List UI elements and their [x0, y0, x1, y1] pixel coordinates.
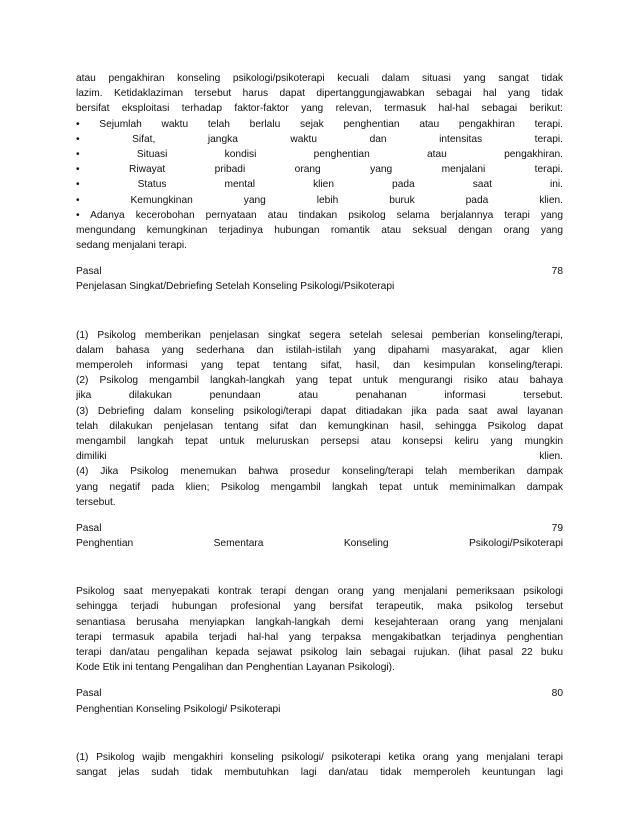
text-line: senantiasa berusaha menyiapkan langkah-langkah demi kesejahteraan orang yang menjalani: [76, 616, 563, 628]
text-line: sehingga terjadi hubungan profesional yang bersifat terapeutik, maka psikolog tersebut: [76, 601, 563, 613]
pasal-label-row: [76, 264, 563, 279]
bullet-item: • Sifat, jangka waktu dan intensitas terapi.: [76, 133, 563, 145]
bullet-item: • Situasi kondisi penghentian atau pengakhiran.: [76, 148, 563, 160]
text-line: tersebut.: [76, 496, 116, 508]
text-line: memperoleh informasi yang tepat tentang sifat, hasil, dan kesimpulan konseling/terapi.: [76, 360, 563, 371]
text-line: telah dilakukan penjelasan tentang sifat dan kemungkinan hasil, sehingga Psikolog dapat: [76, 420, 563, 432]
text-line: (1) Psikolog wajib mengakhiri konseling psikologi/ psikoterapi ketika orang yang menjalani terapi: [76, 751, 563, 763]
pasal-78-body: [76, 328, 563, 510]
pasal-label: Pasal: [76, 266, 102, 278]
pasal-title: Penghentian Sementara Konseling Psikologi/Psikoterapi: [76, 538, 563, 550]
text-line: terapi dan/atau pengalihan kepada sejawat psikolog lain sebagai rujukan. (lihat pasal 22 buku: [76, 647, 563, 658]
text-line: atau pengakhiran konseling psikologi/psikoterapi kecuali dalam situasi yang sangat tidak: [76, 73, 563, 84]
text-line: dalam bahasa yang sederhana dan istilah-istilah yang dipahami masyarakat, agar klien: [76, 344, 563, 356]
text-line: (4) Jika Psikolog menemukan bahwa prosedur konseling/terapi telah memberikan dampak: [76, 466, 563, 478]
bullet-item: • Sejumlah waktu telah berlalu sejak penghentian atau pengakhiran terapi.: [76, 118, 563, 130]
pasal-number: 80: [551, 688, 563, 700]
text-line: mengundang kemungkinan terjadinya hubungan romantik atau seksual dengan orang yang: [76, 224, 563, 236]
bullet-item: • Status mental klien pada saat ini.: [76, 179, 563, 191]
bullet-item: • Riwayat pribadi orang yang menjalani terapi.: [76, 164, 563, 176]
pasal-label: Pasal: [76, 688, 102, 700]
text-line: (2) Psikolog mengambil langkah-langkah yang tepat untuk mengurangi risiko atau bahaya: [76, 375, 563, 387]
bullet-item: • Adanya kecerobohan pernyataan atau tindakan psikolog selama berjalannya terapi yang: [76, 209, 563, 221]
text-line: Psikolog saat menyepakati kontrak terapi dengan orang yang menjalani pemeriksaan psikologi: [76, 586, 563, 598]
pasal-label-row: [76, 686, 563, 701]
text-line: terapi termasuk apabila terjadi hal-hal yang terpaksa mengakibatkan terjadinya penghentian: [76, 631, 563, 643]
paragraph-intro: [76, 71, 563, 253]
pasal-label: Pasal: [76, 522, 102, 534]
document-page: [76, 71, 563, 780]
pasal-80-body: [76, 750, 563, 780]
pasal-title: Penghentian Konseling Psikologi/ Psikoterapi: [76, 703, 281, 715]
pasal-title: Penjelasan Singkat/Debriefing Setelah Konseling Psikologi/Psikoterapi: [76, 281, 395, 293]
pasal-80-heading: [76, 686, 563, 716]
pasal-number: 78: [551, 266, 563, 278]
text-line: jika dilakukan penundaan atau penahanan informasi tersebut.: [76, 390, 563, 402]
text-line: sangat jelas sudah tidak membutuhkan lagi dan/atau tidak memperoleh keuntungan lagi: [76, 766, 563, 778]
text-line: (1) Psikolog memberikan penjelasan singkat segera setelah selesai pemberian konseling/terapi,: [76, 329, 563, 341]
pasal-number: 79: [551, 522, 563, 534]
bullet-item: • Kemungkinan yang lebih buruk pada klien.: [76, 194, 563, 206]
text-line: lazim. Ketidaklaziman tersebut harus dapat dipertanggungjawabkan sebagai hal yang tidak: [76, 88, 563, 100]
pasal-78-heading: [76, 264, 563, 294]
text-line: (3) Debriefing dalam konseling psikologi/terapi dapat ditiadakan jika pada saat awal layanan: [76, 405, 563, 417]
text-line: mengambil langkah tepat untuk meluruskan persepsi atau konsepsi keliru yang mungkin: [76, 435, 563, 447]
text-line: dimiliki klien.: [76, 451, 563, 463]
pasal-label-row: [76, 521, 563, 536]
text-line: Kode Etik ini tentang Pengalihan dan Penghentian Layanan Psikologi).: [76, 662, 395, 674]
text-line: yang negatif pada klien; Psikolog mengambil langkah tepat untuk meminimalkan dampak: [76, 481, 563, 493]
pasal-79-heading: [76, 521, 563, 551]
text-line: bersifat eksploitasi terhadap faktor-faktor yang relevan, termasuk hal-hal sebagai berikut:: [76, 103, 563, 115]
text-line: sedang menjalani terapi.: [76, 240, 188, 252]
pasal-79-body: [76, 584, 563, 675]
